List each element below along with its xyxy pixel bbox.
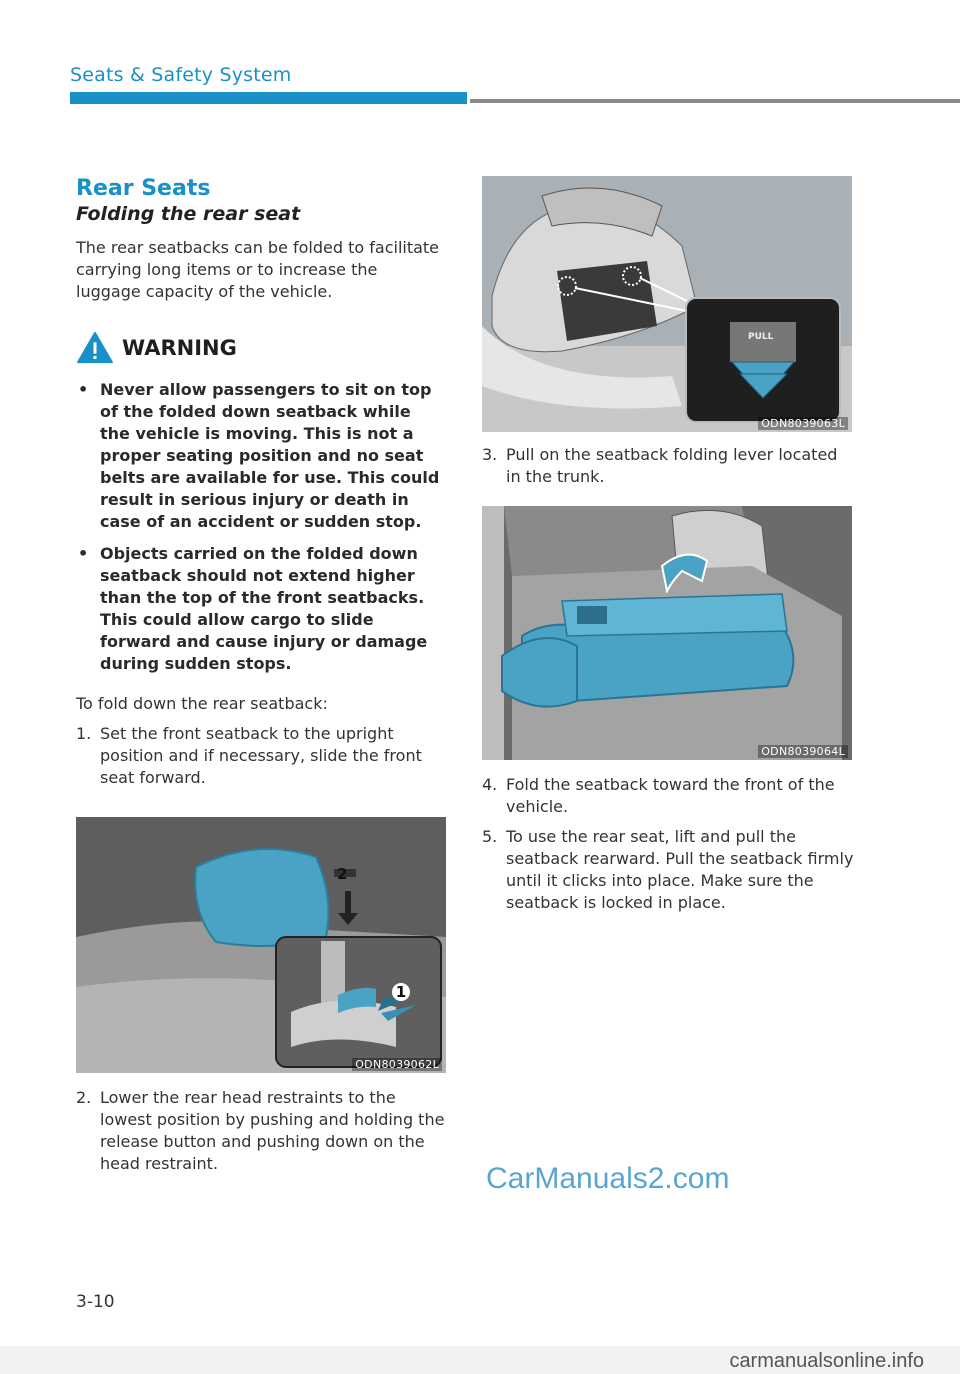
watermark: CarManuals2.com [486, 1162, 730, 1195]
warning-list [76, 379, 446, 675]
step-number: 1. [76, 724, 92, 743]
pull-lever-label: PULL [748, 332, 774, 342]
page-number: 3-10 [76, 1292, 115, 1312]
steps-list-right-2 [482, 774, 854, 914]
header-bar-rule [470, 99, 960, 103]
header-bar-accent [70, 92, 467, 104]
step-text: Pull on the seatback folding lever located in the trunk. [506, 445, 838, 486]
step-text: Lower the rear head restraints to the lowest position by pushing and holding the release button and pushing down on the head restraint. [100, 1088, 445, 1173]
step-number: 2. [76, 1088, 92, 1107]
step-number: 5. [482, 827, 498, 846]
step-item [76, 723, 446, 789]
header-title: Seats & Safety System [70, 64, 292, 86]
section-title: Rear Seats [76, 176, 211, 201]
seat-illustration [482, 506, 852, 760]
warning-label: WARNING [122, 336, 237, 360]
left-column [76, 176, 446, 1183]
step-item [482, 444, 854, 488]
step-item [482, 774, 854, 818]
figure-code: ODN8039063L [758, 417, 848, 430]
figure-headrest [76, 817, 446, 1073]
intro-paragraph: The rear seatbacks can be folded to facilitate carrying long items or to increase the luggage capacity of the vehicle. [76, 238, 440, 301]
right-column [482, 176, 854, 922]
figure-code: ODN8039062L [352, 1058, 442, 1071]
step-text: Set the front seatback to the upright position and if necessary, slide the front seat forward. [100, 724, 422, 787]
step-number: 3. [482, 445, 498, 464]
step-text: Fold the seatback toward the front of the vehicle. [506, 775, 835, 816]
figure-trunk [482, 176, 852, 432]
footer [0, 1346, 960, 1374]
step-item [482, 826, 854, 914]
warning-item: • Objects carried on the folded down seatback should not extend higher than the top of the front seatbacks. This could allow cargo to slide forward and cause injury or damage during sudden stops. [76, 543, 446, 675]
callout-2-label: 2 [337, 865, 348, 883]
section-subtitle: Folding the rear seat [76, 203, 301, 225]
step-text: To use the rear seat, lift and pull the seatback rearward. Pull the seatback firmly until it clicks into place. Make sure the seatback is locked in place. [506, 827, 854, 912]
step-number: 4. [482, 775, 498, 794]
warning-triangle-icon [76, 331, 114, 365]
steps-list-right-1 [482, 444, 854, 488]
figure-code: ODN8039064L [758, 745, 848, 758]
footer-site[interactable]: carmanualsonline.info [729, 1350, 924, 1372]
warning-header [76, 331, 446, 365]
headrest-illustration [76, 817, 446, 1073]
trunk-illustration [482, 176, 852, 432]
callout-1-label: 1 [392, 983, 410, 1001]
fold-intro: To fold down the rear seatback: [76, 694, 328, 713]
steps-list-left-2 [76, 1087, 446, 1175]
steps-list-left [76, 723, 446, 789]
warning-item: • Never allow passengers to sit on top of the folded down seatback while the vehicle is moving. This is not a proper seating position and no seat belts are available for use. This could result in serious injury or death in case of an accident or sudden stop. [76, 379, 446, 533]
figure-seat [482, 506, 852, 760]
step-item [76, 1087, 446, 1175]
